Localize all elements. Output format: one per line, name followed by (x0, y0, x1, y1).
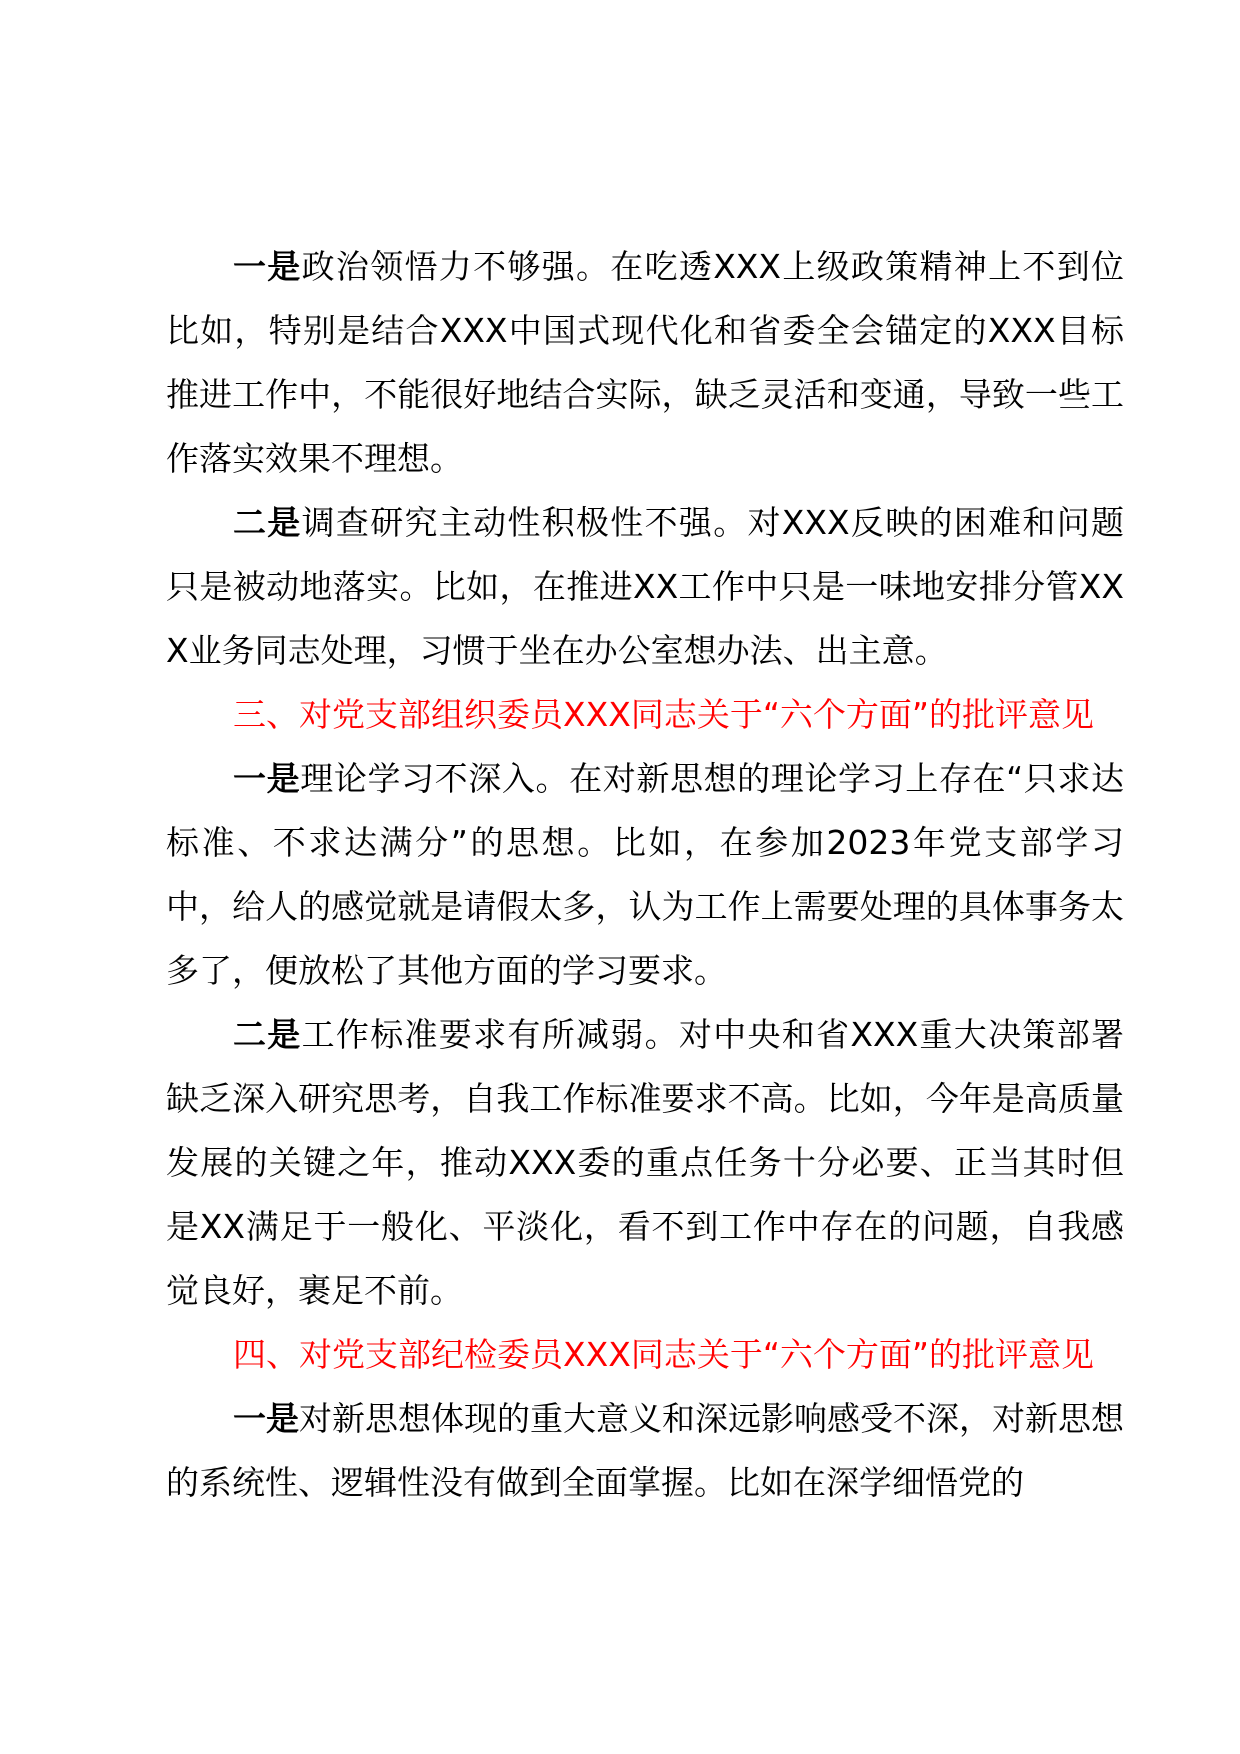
section-heading-organization-member: 三、对党支部组织委员XXX同志关于“六个方面”的批评意见 (233, 695, 1095, 734)
paragraph-text: 工作标准要求有所减弱。对中央和省XXX重大决策部署缺乏深入研究思考，自我工作标准要求不高。比如，今年是高质量发展的关键之年，推动XXX委的重点任务十分必要、正当其时但是XX满足于一般化、平淡化，看不到工作中存在的问题，自我感觉良好，裹足不前。 (166, 1015, 1125, 1310)
paragraph-work-standards (166, 1003, 1124, 1323)
paragraph-text: 政治领悟力不够强。在吃透XXX上级政策精神上不到位比如，特别是结合XXX中国式现代化和省委全会锚定的XXX目标推进工作中，不能很好地结合实际，缺乏灵活和变通，导致一些工作落实效果不理想。 (166, 247, 1125, 478)
document-body (166, 235, 1124, 1515)
section-heading-discipline-member: 四、对党支部纪检委员XXX同志关于“六个方面”的批评意见 (233, 1335, 1095, 1374)
paragraph-text: 调查研究主动性积极性不强。对XXX反映的困难和问题只是被动地落实。比如，在推进XX工作中只是一味地安排分管XXX业务同志处理，习惯于坐在办公室想办法、出主意。 (166, 503, 1125, 670)
paragraph-text: 对新思想体现的重大意义和深远影响感受不深，对新思想的系统性、逻辑性没有做到全面掌握。比如在深学细悟党的 (166, 1399, 1124, 1502)
paragraph-lead: 一是 (233, 247, 302, 286)
paragraph-lead: 一是 (233, 1399, 299, 1438)
paragraph-lead: 一是 (233, 759, 301, 798)
paragraph-lead: 二是 (233, 1015, 302, 1054)
paragraph-political-awareness (166, 235, 1124, 491)
paragraph-research-initiative (166, 491, 1124, 683)
paragraph-lead: 二是 (233, 503, 302, 542)
paragraph-theory-study (166, 747, 1124, 1003)
paragraph-text: 理论学习不深入。在对新思想的理论学习上存在“只求达标准、不求达满分”的思想。比如，在参加2023年党支部学习中，给人的感觉就是请假太多，认为工作上需要处理的具体事务太多了，便放松了其他方面的学习要求。 (166, 759, 1124, 990)
paragraph-new-thought-understanding (166, 1387, 1124, 1515)
